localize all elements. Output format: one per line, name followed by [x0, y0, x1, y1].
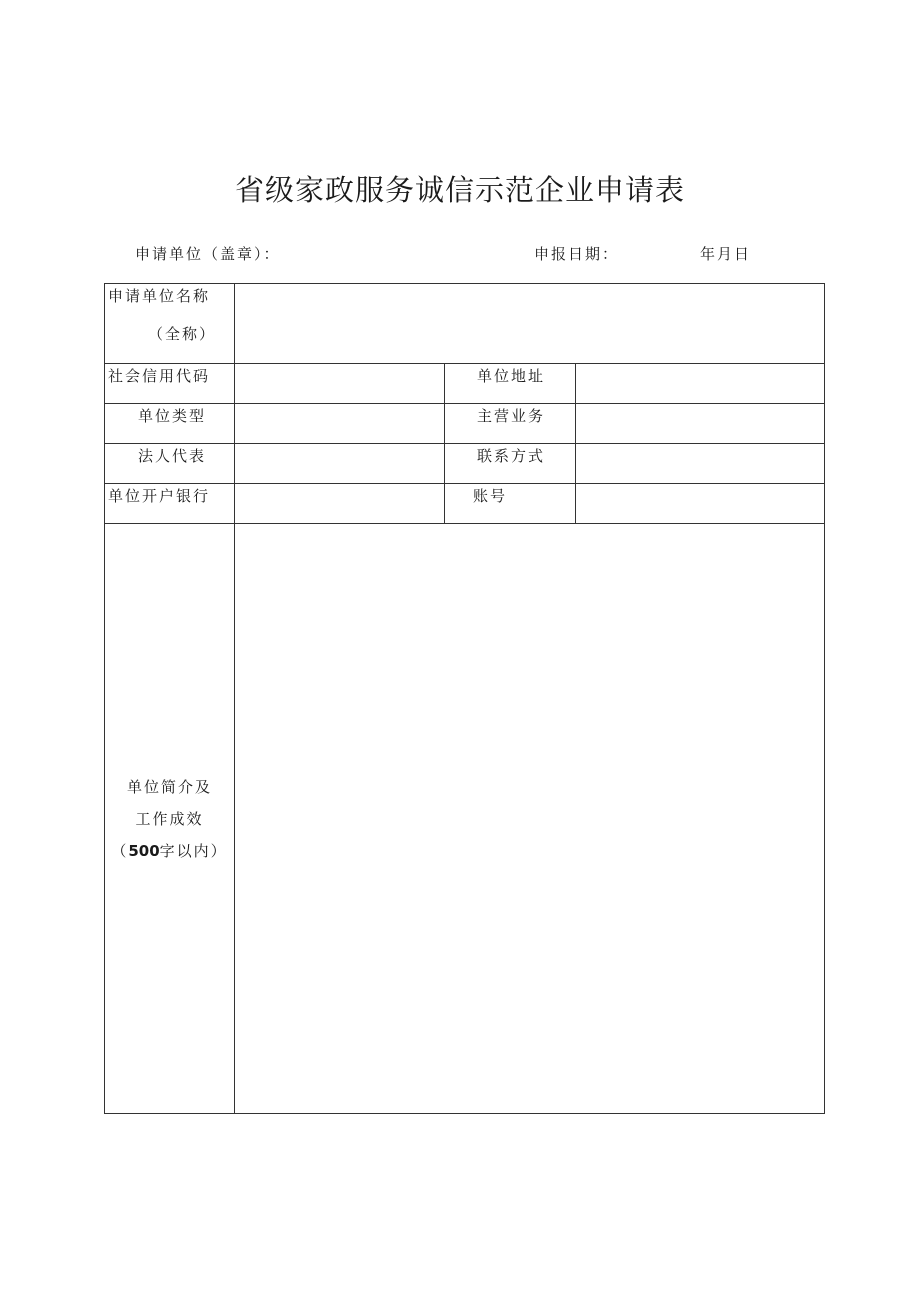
intro-label-line1: 单位简介及: [126, 777, 212, 796]
unit-name-label-line1: 申请单位名称: [108, 287, 211, 305]
account-label: 账号: [445, 484, 576, 524]
legal-rep-field[interactable]: [235, 444, 445, 484]
date-suffix: 年月日: [700, 245, 752, 263]
intro-word-limit: 500: [128, 841, 160, 860]
legal-rep-label: 法人代表: [105, 444, 235, 484]
applicant-seal-label: 申请单位（盖章）：: [135, 245, 281, 263]
contact-label: 联系方式: [445, 444, 576, 484]
introduction-label: [105, 524, 235, 1114]
credit-code-label: 社会信用代码: [105, 364, 235, 404]
intro-label-open-paren: （: [111, 841, 129, 860]
intro-label-rest: 字以内）: [159, 841, 228, 860]
main-business-field[interactable]: [576, 404, 825, 444]
account-field[interactable]: [576, 484, 825, 524]
introduction-field[interactable]: [235, 524, 825, 1114]
application-form-table: [104, 283, 825, 1114]
row-introduction: [105, 524, 825, 1114]
bank-field[interactable]: [235, 484, 445, 524]
intro-label-line3: [105, 835, 234, 867]
intro-label-line2: 工作成效: [135, 809, 204, 828]
row-unit-name: [105, 284, 825, 364]
credit-code-field[interactable]: [235, 364, 445, 404]
address-label: 单位地址: [445, 364, 576, 404]
unit-name-label-line2: （全称）: [148, 325, 217, 343]
unit-type-field[interactable]: [235, 404, 445, 444]
row-credit-address: [105, 364, 825, 404]
bank-label: 单位开户银行: [105, 484, 235, 524]
row-bank-account: [105, 484, 825, 524]
submission-date-label: 申报日期：: [534, 245, 620, 263]
unit-name-field[interactable]: [235, 284, 825, 364]
row-legal-contact: [105, 444, 825, 484]
unit-type-label: 单位类型: [105, 404, 235, 444]
page-title: 省级家政服务诚信示范企业申请表: [234, 173, 685, 207]
address-field[interactable]: [576, 364, 825, 404]
contact-field[interactable]: [576, 444, 825, 484]
row-type-business: [105, 404, 825, 444]
unit-name-label: [105, 284, 235, 364]
main-business-label: 主营业务: [445, 404, 576, 444]
